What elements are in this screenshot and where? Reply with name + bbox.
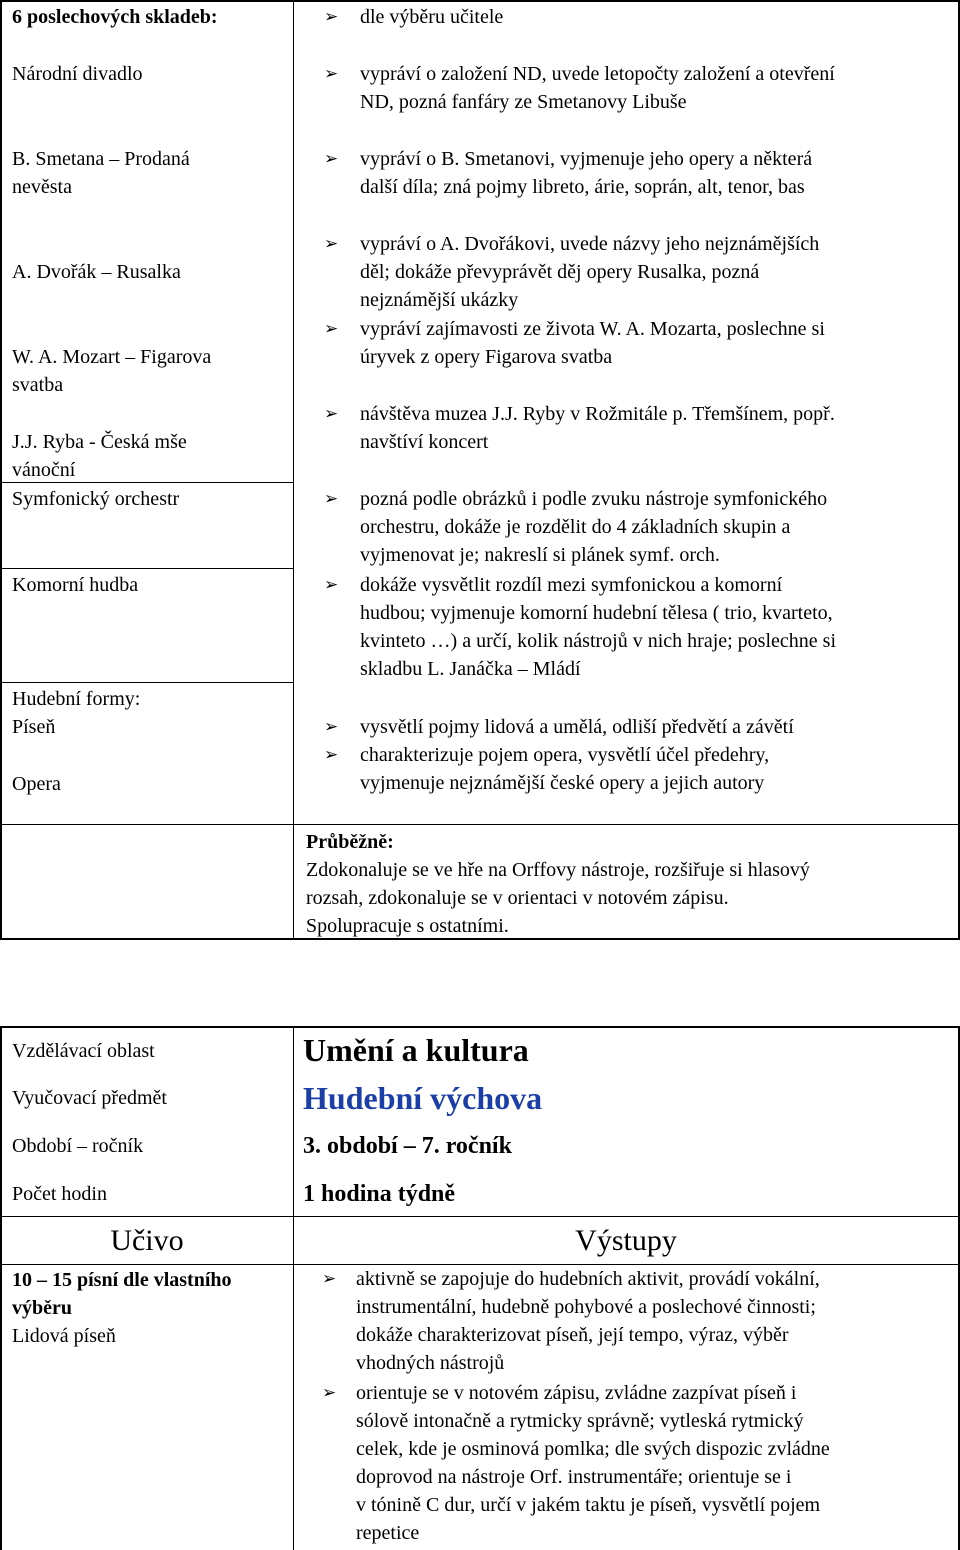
- vystup-item-2-line-6: repetice: [356, 1522, 420, 1544]
- vystup-item-2-line-1: orientuje se v notovém zápisu, zvládne zazpívat píseň i: [356, 1382, 797, 1404]
- prubezne-label: Průběžně:: [306, 831, 394, 853]
- outcome-item-8-line-3: kvinteto …) a určí, kolik nástrojů v nich hraje; poslechne si: [360, 630, 836, 652]
- ucivo-line-2: výběru: [12, 1297, 72, 1319]
- item-mozart: W. A. Mozart – Figarova: [12, 346, 212, 368]
- item-ryba: J.J. Ryba - Česká mše: [12, 431, 187, 453]
- label-vzdelavaci-oblast: Vzdělávací oblast: [12, 1040, 155, 1062]
- bullet-arrow-icon: ➢: [322, 1269, 337, 1289]
- outcome-item-10-line-1: charakterizuje pojem opera, vysvětlí účel předehry,: [360, 744, 770, 766]
- col-header-ucivo: Učivo: [110, 1224, 184, 1257]
- col-header-vystupy: Výstupy: [575, 1224, 677, 1257]
- item-dvorak: A. Dvořák – Rusalka: [12, 261, 181, 283]
- item-komorni-hudba: Komorní hudba: [12, 574, 139, 596]
- bullet-arrow-icon: ➢: [324, 404, 339, 424]
- outcome-item-2-line-2: ND, pozná fanfáry ze Smetanovy Libuše: [360, 91, 687, 113]
- bullet-arrow-icon: ➢: [324, 7, 339, 27]
- heading-poslechove-skladby: 6 poslechových skladeb:: [12, 6, 218, 28]
- outcome-item-6-line-1: návštěva muzea J.J. Ryby v Rožmitále p. Třemšínem, popř.: [360, 403, 835, 425]
- item-opera: Opera: [12, 773, 61, 795]
- item-narodni-divadlo: Národní divadlo: [12, 63, 143, 85]
- t1-border-mid: [293, 0, 294, 940]
- outcome-item-8-line-2: hudbou; vyjmenuje komorní hudební tělesa ( trio, kvarteto,: [360, 602, 833, 624]
- outcome-item-4-line-1: vypráví o A. Dvořákovi, uvede názvy jeho nejznámějších: [360, 233, 820, 255]
- outcome-item-4-line-3: nejznámější ukázky: [360, 289, 519, 311]
- vystup-item-1-line-2: instrumentální, hudebně pohybové a poslechové činnosti;: [356, 1296, 816, 1318]
- vystup-item-2-line-4: doprovod na nástroje Orf. instrumentáře; orientuje se i: [356, 1466, 792, 1488]
- vystup-item-2-line-5: v tónině C dur, určí v jakém taktu je píseň, vysvětlí pojem: [356, 1494, 821, 1516]
- ucivo-line-1: 10 – 15 písní dle vlastního: [12, 1269, 232, 1291]
- t2-border-left: [0, 1026, 2, 1550]
- outcome-item-7-line-3: vyjmenovat je; nakreslí si plánek symf. orch.: [360, 544, 720, 566]
- prubezne-line-1: Zdokonaluje se ve hře na Orffovy nástroje, rozšiřuje si hlasový: [306, 859, 810, 881]
- value-vyucovaci-predmet: Hudební výchova: [303, 1080, 543, 1116]
- value-obdobi-rocnik: 3. období – 7. ročník: [303, 1133, 512, 1159]
- t1-border-top: [0, 0, 960, 2]
- prubezne-line-3: Spolupracuje s ostatními.: [306, 915, 509, 937]
- outcome-item-4-line-2: děl; dokáže převyprávět děj opery Rusalka, pozná: [360, 261, 760, 283]
- bullet-arrow-icon: ➢: [322, 1383, 337, 1403]
- item-smetana-2: nevěsta: [12, 176, 72, 198]
- outcome-item-8-line-1: dokáže vysvětlit rozdíl mezi symfonickou a komorní: [360, 574, 783, 596]
- t2-border-mid: [293, 1026, 294, 1550]
- t1-divider-4: [0, 824, 960, 825]
- label-vyucovaci-predmet: Vyučovací předmět: [12, 1087, 167, 1109]
- bullet-arrow-icon: ➢: [324, 575, 339, 595]
- outcome-item-7-line-1: pozná podle obrázků i podle zvuku nástroje symfonického: [360, 488, 828, 510]
- item-mozart-2: svatba: [12, 374, 64, 396]
- item-smetana: B. Smetana – Prodaná: [12, 148, 190, 170]
- outcome-item-10-line-2: vyjmenuje nejznámější české opery a jejich autory: [360, 772, 765, 794]
- vystup-item-1-line-1: aktivně se zapojuje do hudebních aktivit, provádí vokální,: [356, 1268, 820, 1290]
- prubezne-line-2: rozsah, zdokonaluje se v orientaci v notovém zápisu.: [306, 887, 729, 909]
- bullet-arrow-icon: ➢: [324, 234, 339, 254]
- value-pocet-hodin: 1 hodina týdně: [303, 1181, 456, 1207]
- outcome-item-1-line-1: dle výběru učitele: [360, 6, 504, 28]
- ucivo-line-3: Lidová píseň: [12, 1325, 116, 1347]
- bullet-arrow-icon: ➢: [324, 319, 339, 339]
- bullet-arrow-icon: ➢: [324, 489, 339, 509]
- vystup-item-1-line-4: vhodných nástrojů: [356, 1352, 505, 1374]
- outcome-item-3-line-1: vypráví o B. Smetanovi, vyjmenuje jeho opery a některá: [360, 148, 813, 170]
- outcome-item-5-line-2: úryvek z opery Figarova svatba: [360, 346, 613, 368]
- outcome-item-6-line-2: navštíví koncert: [360, 431, 489, 453]
- bullet-arrow-icon: ➢: [324, 717, 339, 737]
- outcome-item-5-line-1: vypráví zajímavosti ze života W. A. Mozarta, poslechne si: [360, 318, 825, 340]
- t2-divider-1: [0, 1216, 960, 1217]
- vystup-item-2-line-3: celek, kde je osminová pomlka; dle svých dispozic zvládne: [356, 1438, 830, 1460]
- bullet-arrow-icon: ➢: [324, 745, 339, 765]
- vystup-item-2-line-2: sólově intonačně a rytmicky správně; vytleská rytmický: [356, 1410, 804, 1432]
- item-hudebni-formy: Hudební formy:: [12, 688, 141, 710]
- label-obdobi-rocnik: Období – ročník: [12, 1135, 144, 1157]
- outcome-item-8-line-4: skladbu L. Janáčka – Mládí: [360, 658, 581, 680]
- t1-divider-3: [0, 682, 294, 683]
- item-symfonicky-orchestr: Symfonický orchestr: [12, 488, 180, 510]
- value-vzdelavaci-oblast: Umění a kultura: [303, 1032, 529, 1068]
- outcome-item-3-line-2: další díla; zná pojmy libreto, árie, soprán, alt, tenor, bas: [360, 176, 805, 198]
- t1-divider-2: [0, 568, 294, 569]
- outcome-item-9-line-1: vysvětlí pojmy lidová a umělá, odliší předvětí a závětí: [360, 716, 794, 738]
- label-pocet-hodin: Počet hodin: [12, 1183, 107, 1205]
- outcome-item-7-line-2: orchestru, dokáže je rozdělit do 4 základních skupin a: [360, 516, 791, 538]
- item-pisen: Píseň: [12, 716, 56, 738]
- bullet-arrow-icon: ➢: [324, 64, 339, 84]
- t1-border-left: [0, 0, 2, 940]
- item-ryba-2: vánoční: [12, 459, 76, 481]
- bullet-arrow-icon: ➢: [324, 149, 339, 169]
- outcome-item-2-line-1: vypráví o založení ND, uvede letopočty založení a otevření: [360, 63, 835, 85]
- vystup-item-1-line-3: dokáže charakterizovat píseň, její tempo, výraz, výběr: [356, 1324, 789, 1346]
